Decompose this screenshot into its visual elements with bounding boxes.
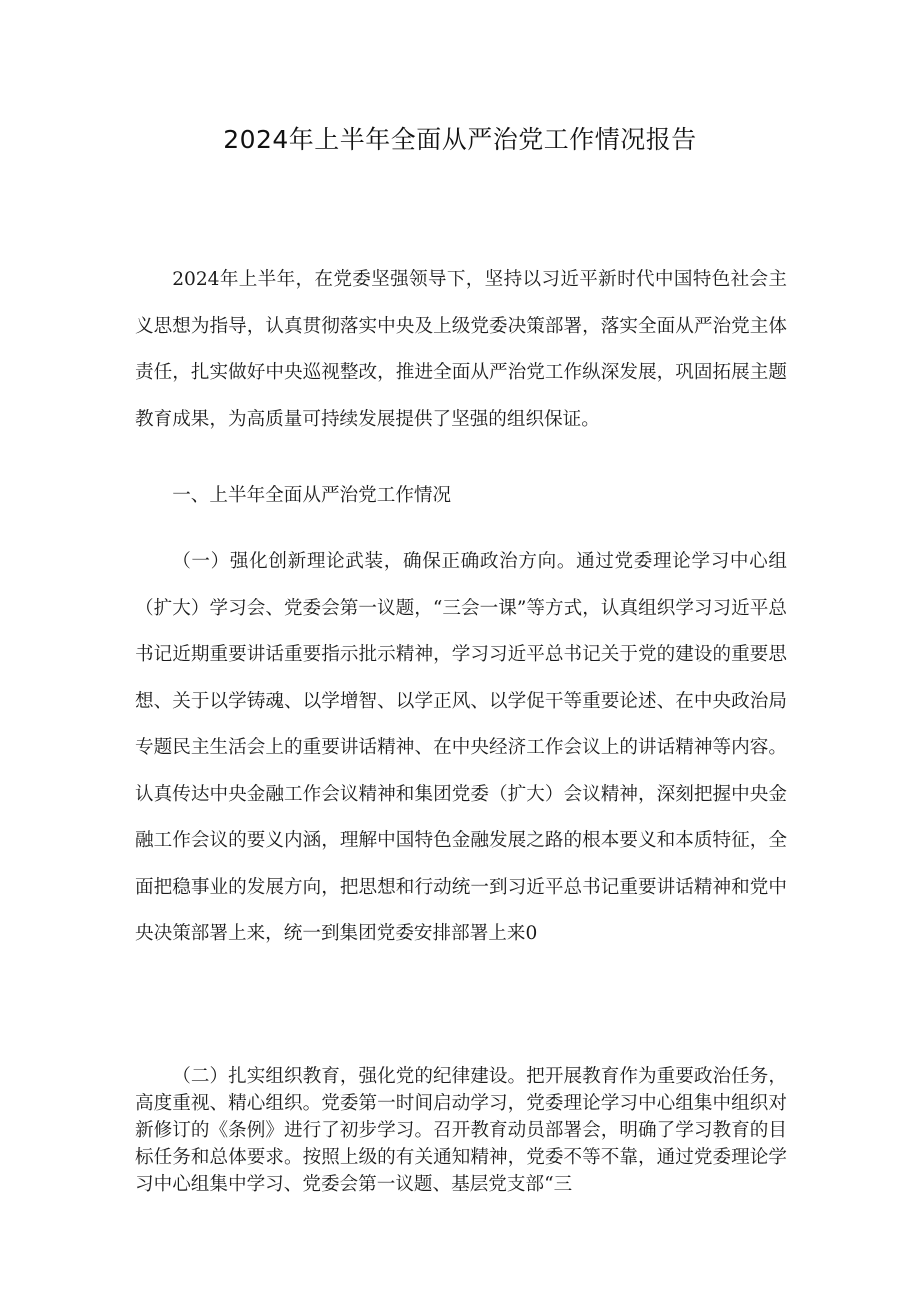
paragraph-1: （一）强化创新理论武装，确保正确政治方向。通过党委理论学习中心组（扩大）学习会、党委会第一议题，“三会一课”等方式，认真组织学习习近平总书记近期重要讲话重要指示批示精神，学习习近平总书记关于党的建设的重要思想、关于以学铸魂、以学增智、以学正风、以学促干等重要论述、在中央政治局专题民主生活会上的重要讲话精神、在中央经济工作会议上的讲话精神等内容。认真传达中央金融工作会议精神和集团党委（扩大）会议精神，深刻把握中央金融工作会议的要义内涵，理解中国特色金融发展之路的根本要义和本质特征，全面把稳事业的发展方向，把思想和行动统一到习近平总书记重要讲话精神和党中央决策部署上来，统一到集团党委安排部署上来0 <box>135 551 787 944</box>
paragraph-2: （二）扎实组织教育，强化党的纪律建设。把开展教育作为重要政治任务，高度重视、精心组织。党委第一时间启动学习，党委理论学习中心组集中组织对新修订的《条例》进行了初步学习。召开教育动员部署会，明确了学习教育的目标任务和总体要求。按照上级的有关通知精神，党委不等不靠，通过党委理论学习中心组集中学习、党委会第一议题、基层党支部“三 <box>135 1066 787 1195</box>
section-heading: 一、上半年全面从严治党工作情况 <box>172 485 452 506</box>
document-title: 2024年上半年全面从严治党工作情况报告 <box>223 125 697 154</box>
intro-paragraph: 2024年上半年，在党委坚强领导下，坚持以习近平新时代中国特色社会主义思想为指导，认真贯彻落实中央及上级党委决策部署，落实全面从严治党主体责任，扎实做好中央巡视整改，推进全面从严治党工作纵深发展，巩固拓展主题教育成果，为高质量可持续发展提供了坚强的组织保证。 <box>135 269 787 430</box>
